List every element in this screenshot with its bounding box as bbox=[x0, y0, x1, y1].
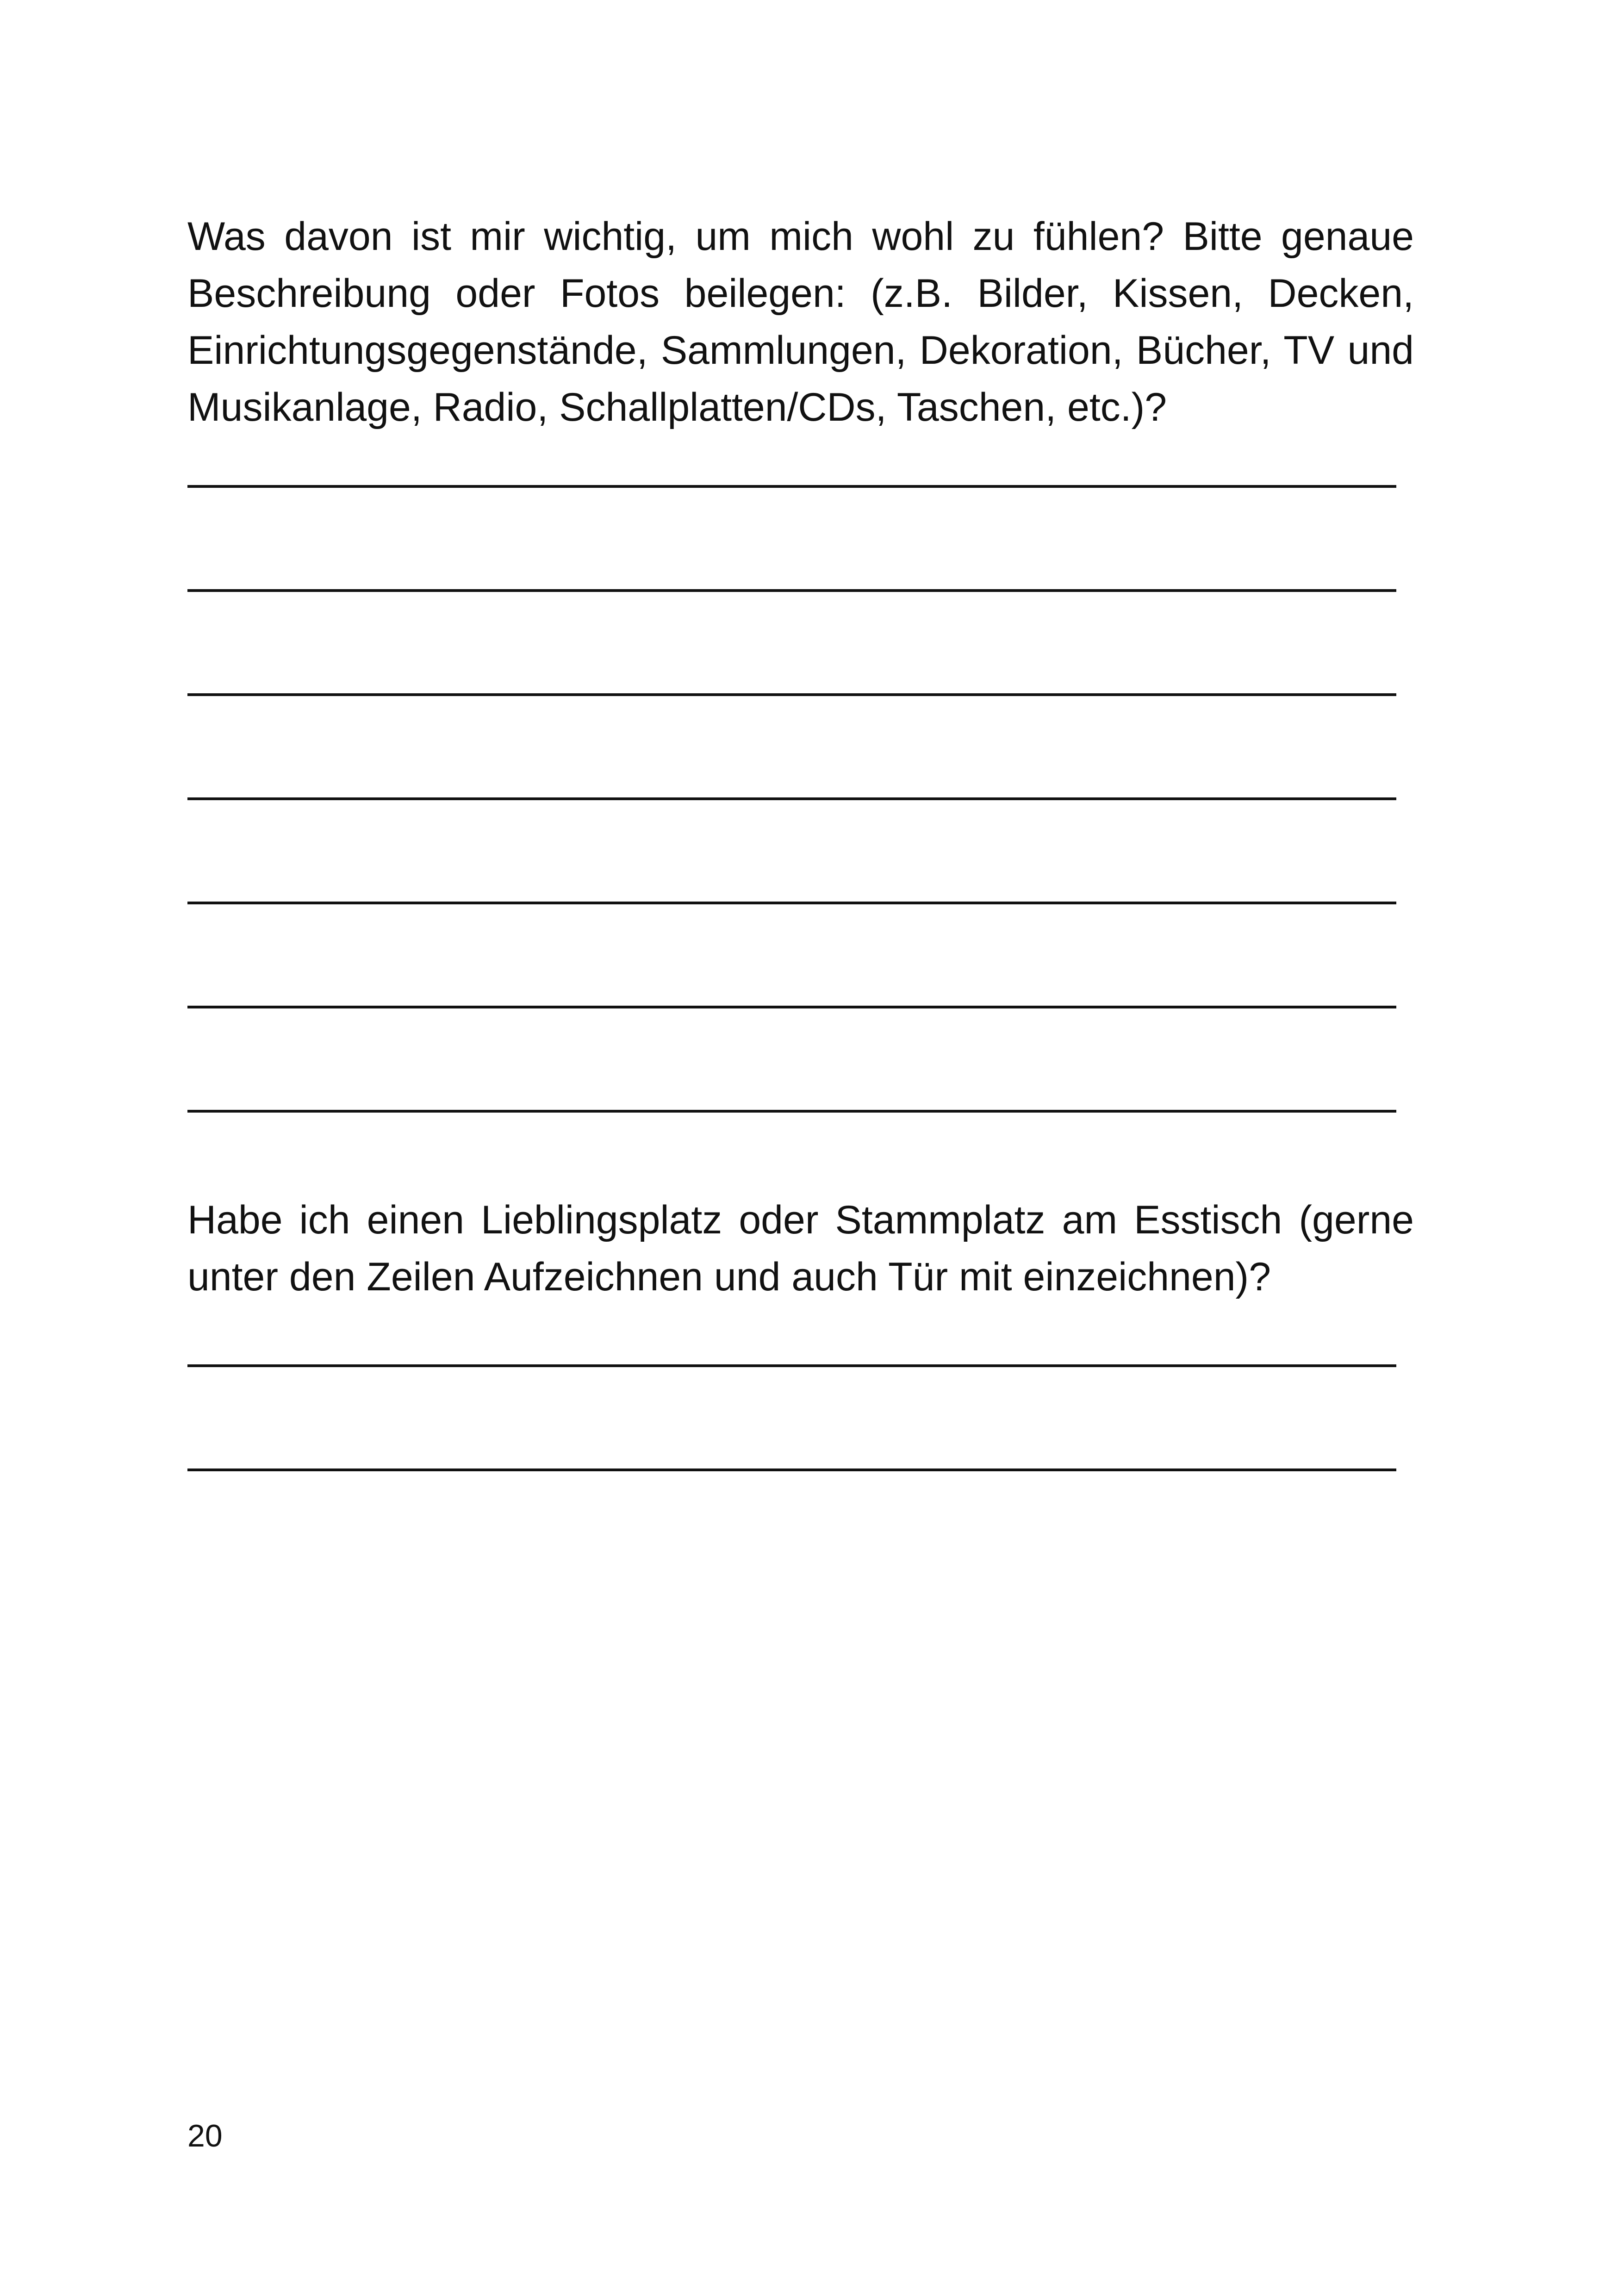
answer-line[interactable] bbox=[187, 693, 1396, 696]
answer-line[interactable] bbox=[187, 1110, 1396, 1113]
page-number: 20 bbox=[187, 2118, 223, 2153]
answer-line[interactable] bbox=[187, 797, 1396, 800]
answer-line[interactable] bbox=[187, 485, 1396, 488]
question-favorite-items: Was davon ist mir wichtig, um mich wohl zu fühlen? Bitte genaue Beschreibung oder Fotos beilegen: (z.B. Bilder, Kissen, Decken, Einrichtungsgegenstände, Sammlungen, Dekoration, Bücher, TV und Musikanlage, Radio, Schallplatten/CDs, Taschen, etc.)? bbox=[187, 214, 1414, 429]
question-favorite-seat: Habe ich einen Lieblingsplatz oder Stammplatz am Esstisch (gerne unter den Zeilen Aufzeichnen und auch Tür mit einzeichnen)? bbox=[187, 1198, 1414, 1299]
answer-line[interactable] bbox=[187, 1006, 1396, 1008]
answer-line[interactable] bbox=[187, 902, 1396, 904]
answer-line[interactable] bbox=[187, 589, 1396, 592]
answer-line[interactable] bbox=[187, 1468, 1396, 1471]
answer-line[interactable] bbox=[187, 1364, 1396, 1367]
